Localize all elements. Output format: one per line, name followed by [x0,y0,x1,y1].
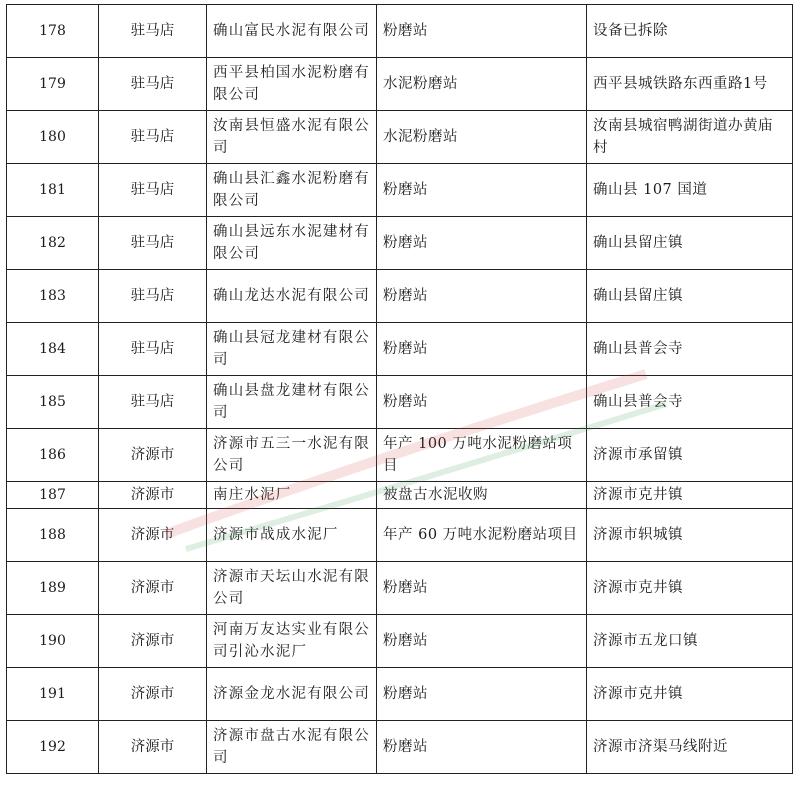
status-cell: 济源市轵城镇 [587,509,793,562]
table-row [7,58,793,111]
row-number: 188 [7,509,99,562]
status-cell: 济源市承留镇 [587,429,793,482]
company-cell: 确山龙达水泥有限公司 [207,270,377,323]
status-cell: 设备已拆除 [587,5,793,58]
city-cell: 驻马店 [99,111,207,164]
table-row [7,164,793,217]
table-row [7,721,793,774]
table-row [7,323,793,376]
company-cell: 南庄水泥厂 [207,482,377,509]
city-cell: 驻马店 [99,270,207,323]
table-row [7,482,793,509]
row-number: 185 [7,376,99,429]
type-cell: 水泥粉磨站 [377,111,587,164]
type-cell: 粉磨站 [377,721,587,774]
type-cell: 粉磨站 [377,5,587,58]
type-cell: 粉磨站 [377,668,587,721]
row-number: 182 [7,217,99,270]
city-cell: 驻马店 [99,323,207,376]
table-row [7,668,793,721]
company-cell: 汝南县恒盛水泥有限公司 [207,111,377,164]
type-cell: 粉磨站 [377,323,587,376]
type-cell: 被盘古水泥收购 [377,482,587,509]
city-cell: 驻马店 [99,164,207,217]
type-cell: 水泥粉磨站 [377,58,587,111]
status-cell: 确山县普会寺 [587,323,793,376]
company-cell: 确山县远东水泥建材有限公司 [207,217,377,270]
city-cell: 济源市 [99,509,207,562]
table-row [7,270,793,323]
company-cell: 确山县盘龙建材有限公司 [207,376,377,429]
city-cell: 济源市 [99,721,207,774]
city-cell: 驻马店 [99,217,207,270]
city-cell: 驻马店 [99,58,207,111]
company-cell: 确山县汇鑫水泥粉磨有限公司 [207,164,377,217]
document-page [6,4,796,784]
city-cell: 济源市 [99,615,207,668]
status-cell: 济源市克井镇 [587,482,793,509]
row-number: 191 [7,668,99,721]
company-cell: 济源市战成水泥厂 [207,509,377,562]
status-cell: 汝南县城宿鸭湖街道办黄庙村 [587,111,793,164]
table-row [7,217,793,270]
row-number: 184 [7,323,99,376]
status-cell: 确山县留庄镇 [587,270,793,323]
table-row [7,615,793,668]
company-cell: 济源市天坛山水泥有限公司 [207,562,377,615]
table-row [7,111,793,164]
company-cell: 确山县冠龙建材有限公司 [207,323,377,376]
row-number: 187 [7,482,99,509]
table-row [7,509,793,562]
type-cell: 年产 60 万吨水泥粉磨站项目 [377,509,587,562]
row-number: 192 [7,721,99,774]
row-number: 179 [7,58,99,111]
city-cell: 济源市 [99,668,207,721]
table-row [7,429,793,482]
status-cell: 济源市济渠马线附近 [587,721,793,774]
status-cell: 确山县 107 国道 [587,164,793,217]
table-row [7,5,793,58]
row-number: 180 [7,111,99,164]
cement-plant-table [6,4,793,774]
city-cell: 驻马店 [99,376,207,429]
row-number: 183 [7,270,99,323]
status-cell: 确山县普会寺 [587,376,793,429]
status-cell: 济源市克井镇 [587,668,793,721]
row-number: 178 [7,5,99,58]
company-cell: 西平县柏国水泥粉磨有限公司 [207,58,377,111]
status-cell: 济源市五龙口镇 [587,615,793,668]
table-row [7,562,793,615]
row-number: 181 [7,164,99,217]
type-cell: 年产 100 万吨水泥粉磨站项目 [377,429,587,482]
company-cell: 济源市五三一水泥有限公司 [207,429,377,482]
row-number: 189 [7,562,99,615]
type-cell: 粉磨站 [377,562,587,615]
status-cell: 确山县留庄镇 [587,217,793,270]
city-cell: 济源市 [99,562,207,615]
company-cell: 济源市盘古水泥有限公司 [207,721,377,774]
type-cell: 粉磨站 [377,376,587,429]
type-cell: 粉磨站 [377,615,587,668]
type-cell: 粉磨站 [377,270,587,323]
company-cell: 济源金龙水泥有限公司 [207,668,377,721]
status-cell: 西平县城铁路东西重路1号 [587,58,793,111]
table-row [7,376,793,429]
city-cell: 驻马店 [99,5,207,58]
city-cell: 济源市 [99,429,207,482]
status-cell: 济源市克井镇 [587,562,793,615]
city-cell: 济源市 [99,482,207,509]
type-cell: 粉磨站 [377,217,587,270]
company-cell: 河南万友达实业有限公司引沁水泥厂 [207,615,377,668]
row-number: 186 [7,429,99,482]
company-cell: 确山富民水泥有限公司 [207,5,377,58]
row-number: 190 [7,615,99,668]
type-cell: 粉磨站 [377,164,587,217]
